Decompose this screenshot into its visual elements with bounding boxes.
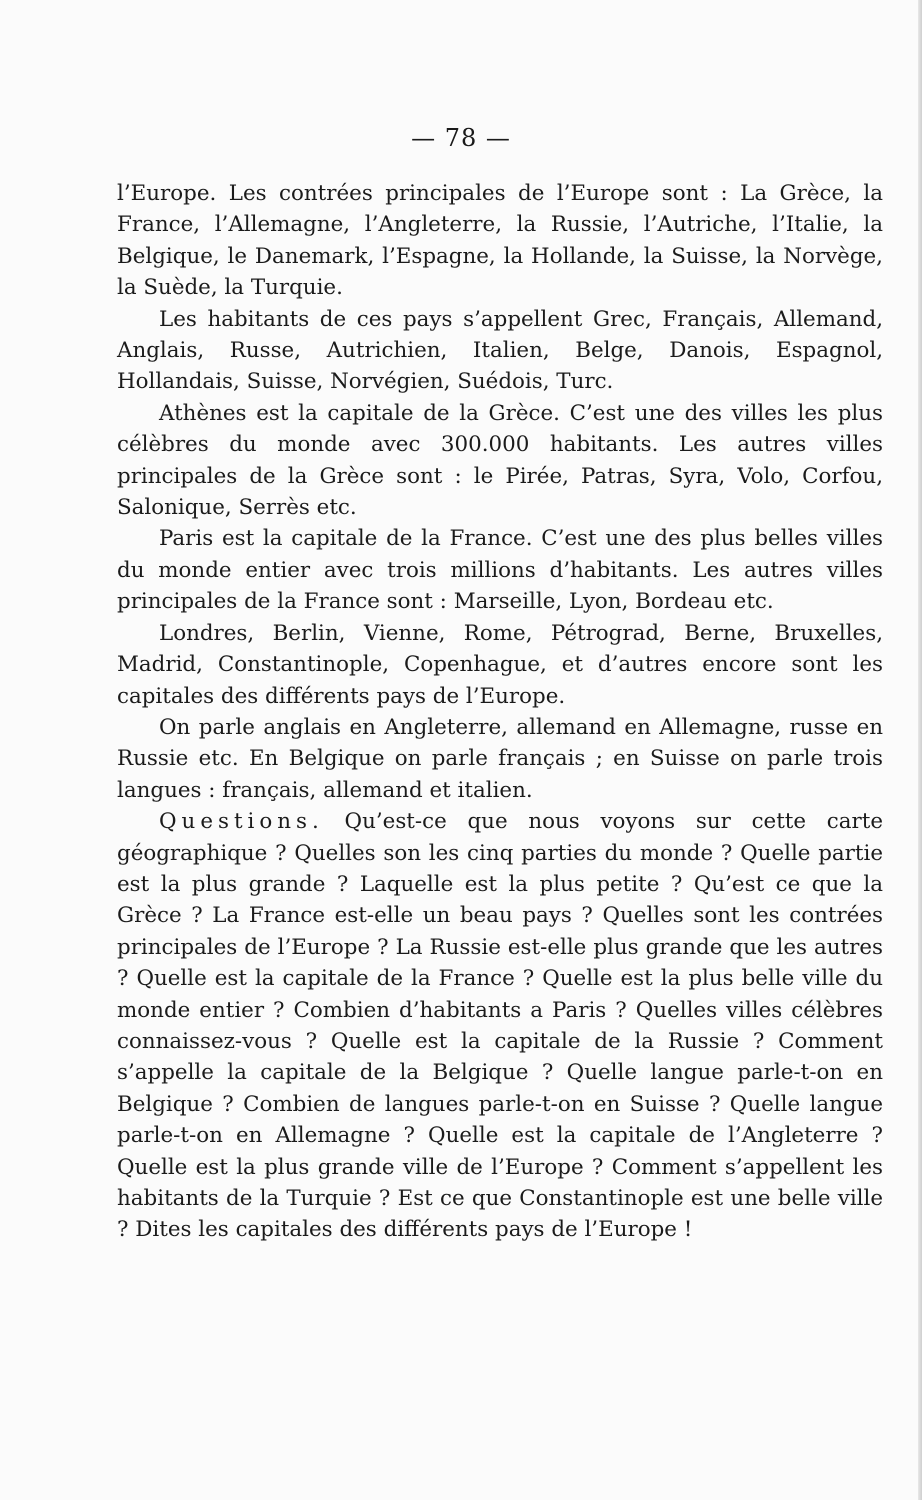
paragraph-questions xyxy=(117,806,883,1246)
paragraph-continued-europe: l’Europe. Les contrées principales de l’Europe sont : La Grèce, la France, l’Allemagne, l’Angleterre, la Russie, l’Autriche, l’Italie, la Belgique, le Danemark, l’Espagne, la Hollande, la Suisse, la Norvège, la Suède, la Turquie. xyxy=(117,181,883,301)
paragraph-paris: Paris est la capitale de la France. C’est une des plus belles villes du monde entier avec trois millions d’habitants. Les autres villes principales de la France sont : Marseille, Lyon, Bordeau etc. xyxy=(117,526,883,615)
paragraph-athens: Athènes est la capitale de la Grèce. C’est une des villes les plus célèbres du monde avec 300.000 habitants. Les autres villes principales de la Grèce sont : le Pirée, Patras, Syra, Volo, Corfou, Salonique, Serrès etc. xyxy=(117,400,883,521)
paragraph-inhabitants: Les habitants de ces pays s’appellent Grec, Français, Allemand, Anglais, Russe, Autrichien, Italien, Belge, Danois, Espagnol, Hollandais, Suisse, Norvégien, Suédois, Turc. xyxy=(117,306,883,395)
paragraph-languages: On parle anglais en Angleterre, allemand en Allemagne, russe en Russie etc. En Belgique on parle français ; en Suisse on parle trois langues : français, allemand et italien. xyxy=(117,714,883,803)
questions-text: Qu’est-ce que nous voyons sur cette carte géographique ? Quelles son les cinq parties du monde ? Quelle partie est la plus grande ? Laquelle est la plus petite ? Qu’est ce que la Grèce ? La France est-elle un beau pays ? Quelles sont les contrées principales de l’Europe ? La Russie est-elle plus grande que les autres ? Quelle est la capitale de la France ? Quelle est la plus belle ville du monde entier ? Combien d’habitants a Paris ? Quelles villes célèbres connaissez-vous ? Quelle est la capitale de la Russie ? Comment s’appelle la capitale de la Belgique ? Quelle langue parle-t-on en Belgique ? Combien de langues parle-t-on en Suisse ? Quelle langue parle-t-on en Allemagne ? Quelle est la capitale de l’Angleterre ? Quelle est la plus grande ville de l’Europe ? Comment s’appellent les habitants de la Turquie ? Est ce que Constantinople est une belle ville ? Dites les capitales des différents pays de l’Europe ! xyxy=(117,809,883,1243)
body-text xyxy=(117,178,883,1246)
questions-label: Questions. xyxy=(159,809,324,835)
paragraph-capitals: Londres, Berlin, Vienne, Rome, Pétrograd, Berne, Bruxelles, Madrid, Constantinople, Copenhague, et d’autres encore sont les capitales des différents pays de l’Europe. xyxy=(117,620,883,709)
page-number: — 78 — xyxy=(411,124,511,152)
page-edge-shadow xyxy=(918,0,922,1500)
